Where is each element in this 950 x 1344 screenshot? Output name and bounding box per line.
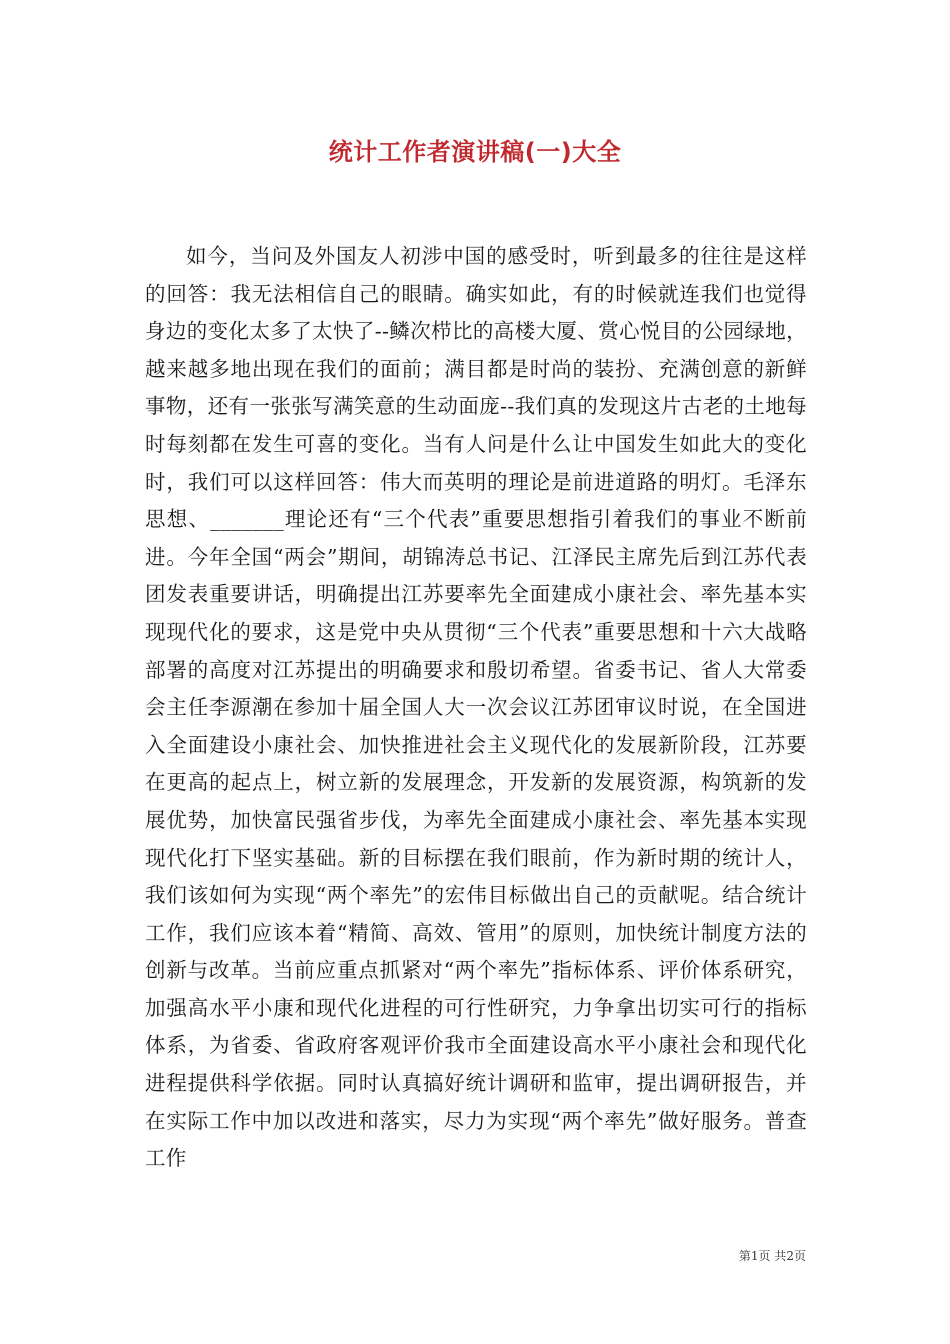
body-paragraph: 如今，当问及外国友人初涉中国的感受时，听到最多的往往是这样的回答：我无法相信自己的眼睛。确实如此，有的时候就连我们也觉得身边的变化太多了太快了--鳞次栉比的高楼大厦、赏心悦目的公园绿地，越来越多地出现在我们的面前；满目都是时尚的装扮、充满创意的新鲜事物，还有一张张写满笑意的生动面庞--我们真的发现这片古老的土地每时每刻都在发生可喜的变化。当有人问是什么让中国发生如此大的变化时，我们可以这样回答：伟大而英明的理论是前进道路的明灯。毛泽东思想、_______理论还有“三个代表”重要思想指引着我们的事业不断前进。今年全国“两会”期间，胡锦涛总书记、江泽民主席先后到江苏代表团发表重要讲话，明确提出江苏要率先全面建成小康社会、率先基本实现现代化的要求，这是党中央从贯彻“三个代表”重要思想和十六大战略部署的高度对江苏提出的明确要求和殷切希望。省委书记、省人大常委会主任李源潮在参加十届全国人大一次会议江苏团审议时说，在全国进入全面建设小康社会、加快推进社会主义现代化的发展新阶段，江苏要在更高的起点上，树立新的发展理念，开发新的发展资源，构筑新的发展优势，加快富民强省步伐，为率先全面建成小康社会、率先基本实现现代化打下坚实基础。新的目标摆在我们眼前，作为新时期的统计人，我们该如何为实现“两个率先”的宏伟目标做出自己的贡献呢。结合统计工作，我们应该本着“精简、高效、管用”的原则，加快统计制度方法的创新与改革。当前应重点抓紧对“两个率先”指标体系、评价体系研究，加强高水平小康和现代化进程的可行性研究，力争拿出切实可行的指标体系，为省委、省政府客观评价我市全面建设高水平小康社会和现代化进程提供科学依据。同时认真搞好统计调研和监审，提出调研报告，并在实际工作中加以改进和落实，尽力为实现“两个率先”做好服务。普查工作 <box>145 244 807 1171</box>
page-footer: 第1页 共2页 <box>738 1249 806 1263</box>
page-title: 统计工作者演讲稿(一)大全 <box>328 138 622 166</box>
